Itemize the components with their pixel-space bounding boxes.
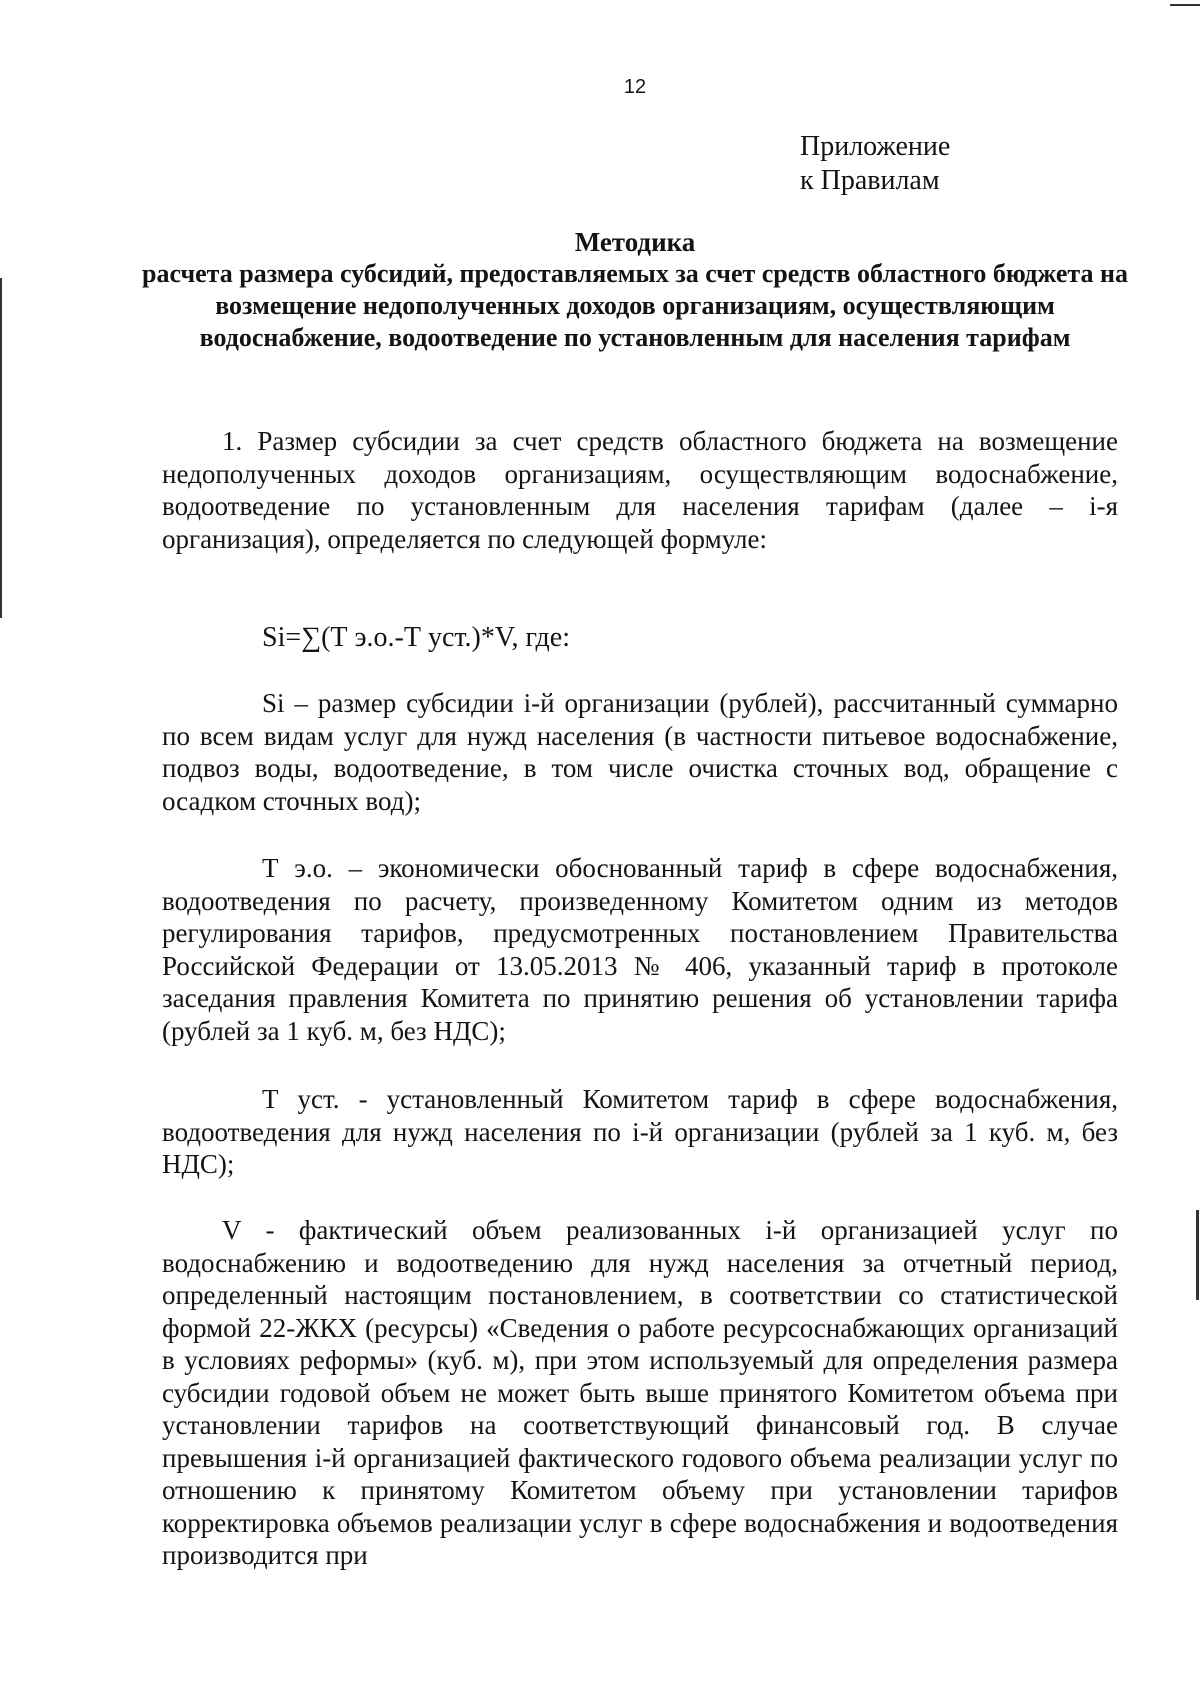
scan-edge-mark — [0, 278, 2, 618]
annex-label — [800, 130, 950, 198]
page-number: 12 — [623, 76, 647, 98]
formula: Si=∑(Т э.о.-Т уст.)*V, где: — [262, 622, 571, 653]
annex-line-1: Приложение — [800, 131, 951, 162]
scan-edge-mark — [1170, 4, 1200, 6]
paragraph-v-definition: V - фактический объем реализованных i-й организацией услуг по водоснабжению и водоотведению для нужд населения за отчетный период, определенный настоящим постановлением, в соответствии со статистической формой 22-ЖКХ (ресурсы) «Сведения о работе ресурсоснабжающих организаций в условиях реформы» (куб. м), при этом используемый для определения размера субсидии годовой объем не может быть выше принятого Комитетом объема при установлении тарифов на соответствующий финансовый год. В случае превышения i-й организацией фактического годового объема реализации услуг по отношению к принятому Комитетом объему при установлении тарифов корректировка объемов реализации услуг в сфере водоснабжения и водоотведения производится при — [162, 1215, 1118, 1570]
document-heading — [140, 226, 1130, 354]
annex-line-2: к Правилам — [800, 165, 940, 196]
document-title: Методика — [574, 227, 696, 257]
scan-edge-mark — [1196, 1210, 1199, 1300]
paragraph-si-definition: Si – размер субсидии i-й организации (рублей), рассчитанный суммарно по всем видам услуг для нужд населения (в частности питьевое водоснабжение, подвоз воды, водоотведение, в том числе очистка сточных вод, обращение с осадком сточных вод); — [162, 688, 1118, 816]
paragraph-teo-definition: Т э.о. – экономически обоснованный тариф в сфере водоснабжения, водоотведения по расчету, произведенному Комитетом одним из методов регулирования тарифов, предусмотренных постановлением Правительства Российской Федерации от 13.05.2013 № 406, указанный тариф в протоколе заседания правления Комитета по принятию решения об установлении тарифа (рублей за 1 куб. м, без НДС); — [162, 853, 1118, 1046]
document-subtitle: расчета размера субсидий, предоставляемых за счет средств областного бюджета на возмещение недополученных доходов организациям, осуществляющим водоснабжение, водоотведение по установленным для населения тарифам — [141, 259, 1129, 352]
paragraph-tust-definition: Т уст. - установленный Комитетом тариф в сфере водоснабжения, водоотведения для нужд населения по i-й организации (рублей за 1 куб. м, без НДС); — [162, 1084, 1118, 1179]
paragraph-1: 1. Размер субсидии за счет средств областного бюджета на возмещение недополученных доходов организациям, осуществляющим водоснабжение, водоотведение по установленным для населения тарифам (далее – i-я организация), определяется по следующей формуле: — [162, 426, 1118, 554]
